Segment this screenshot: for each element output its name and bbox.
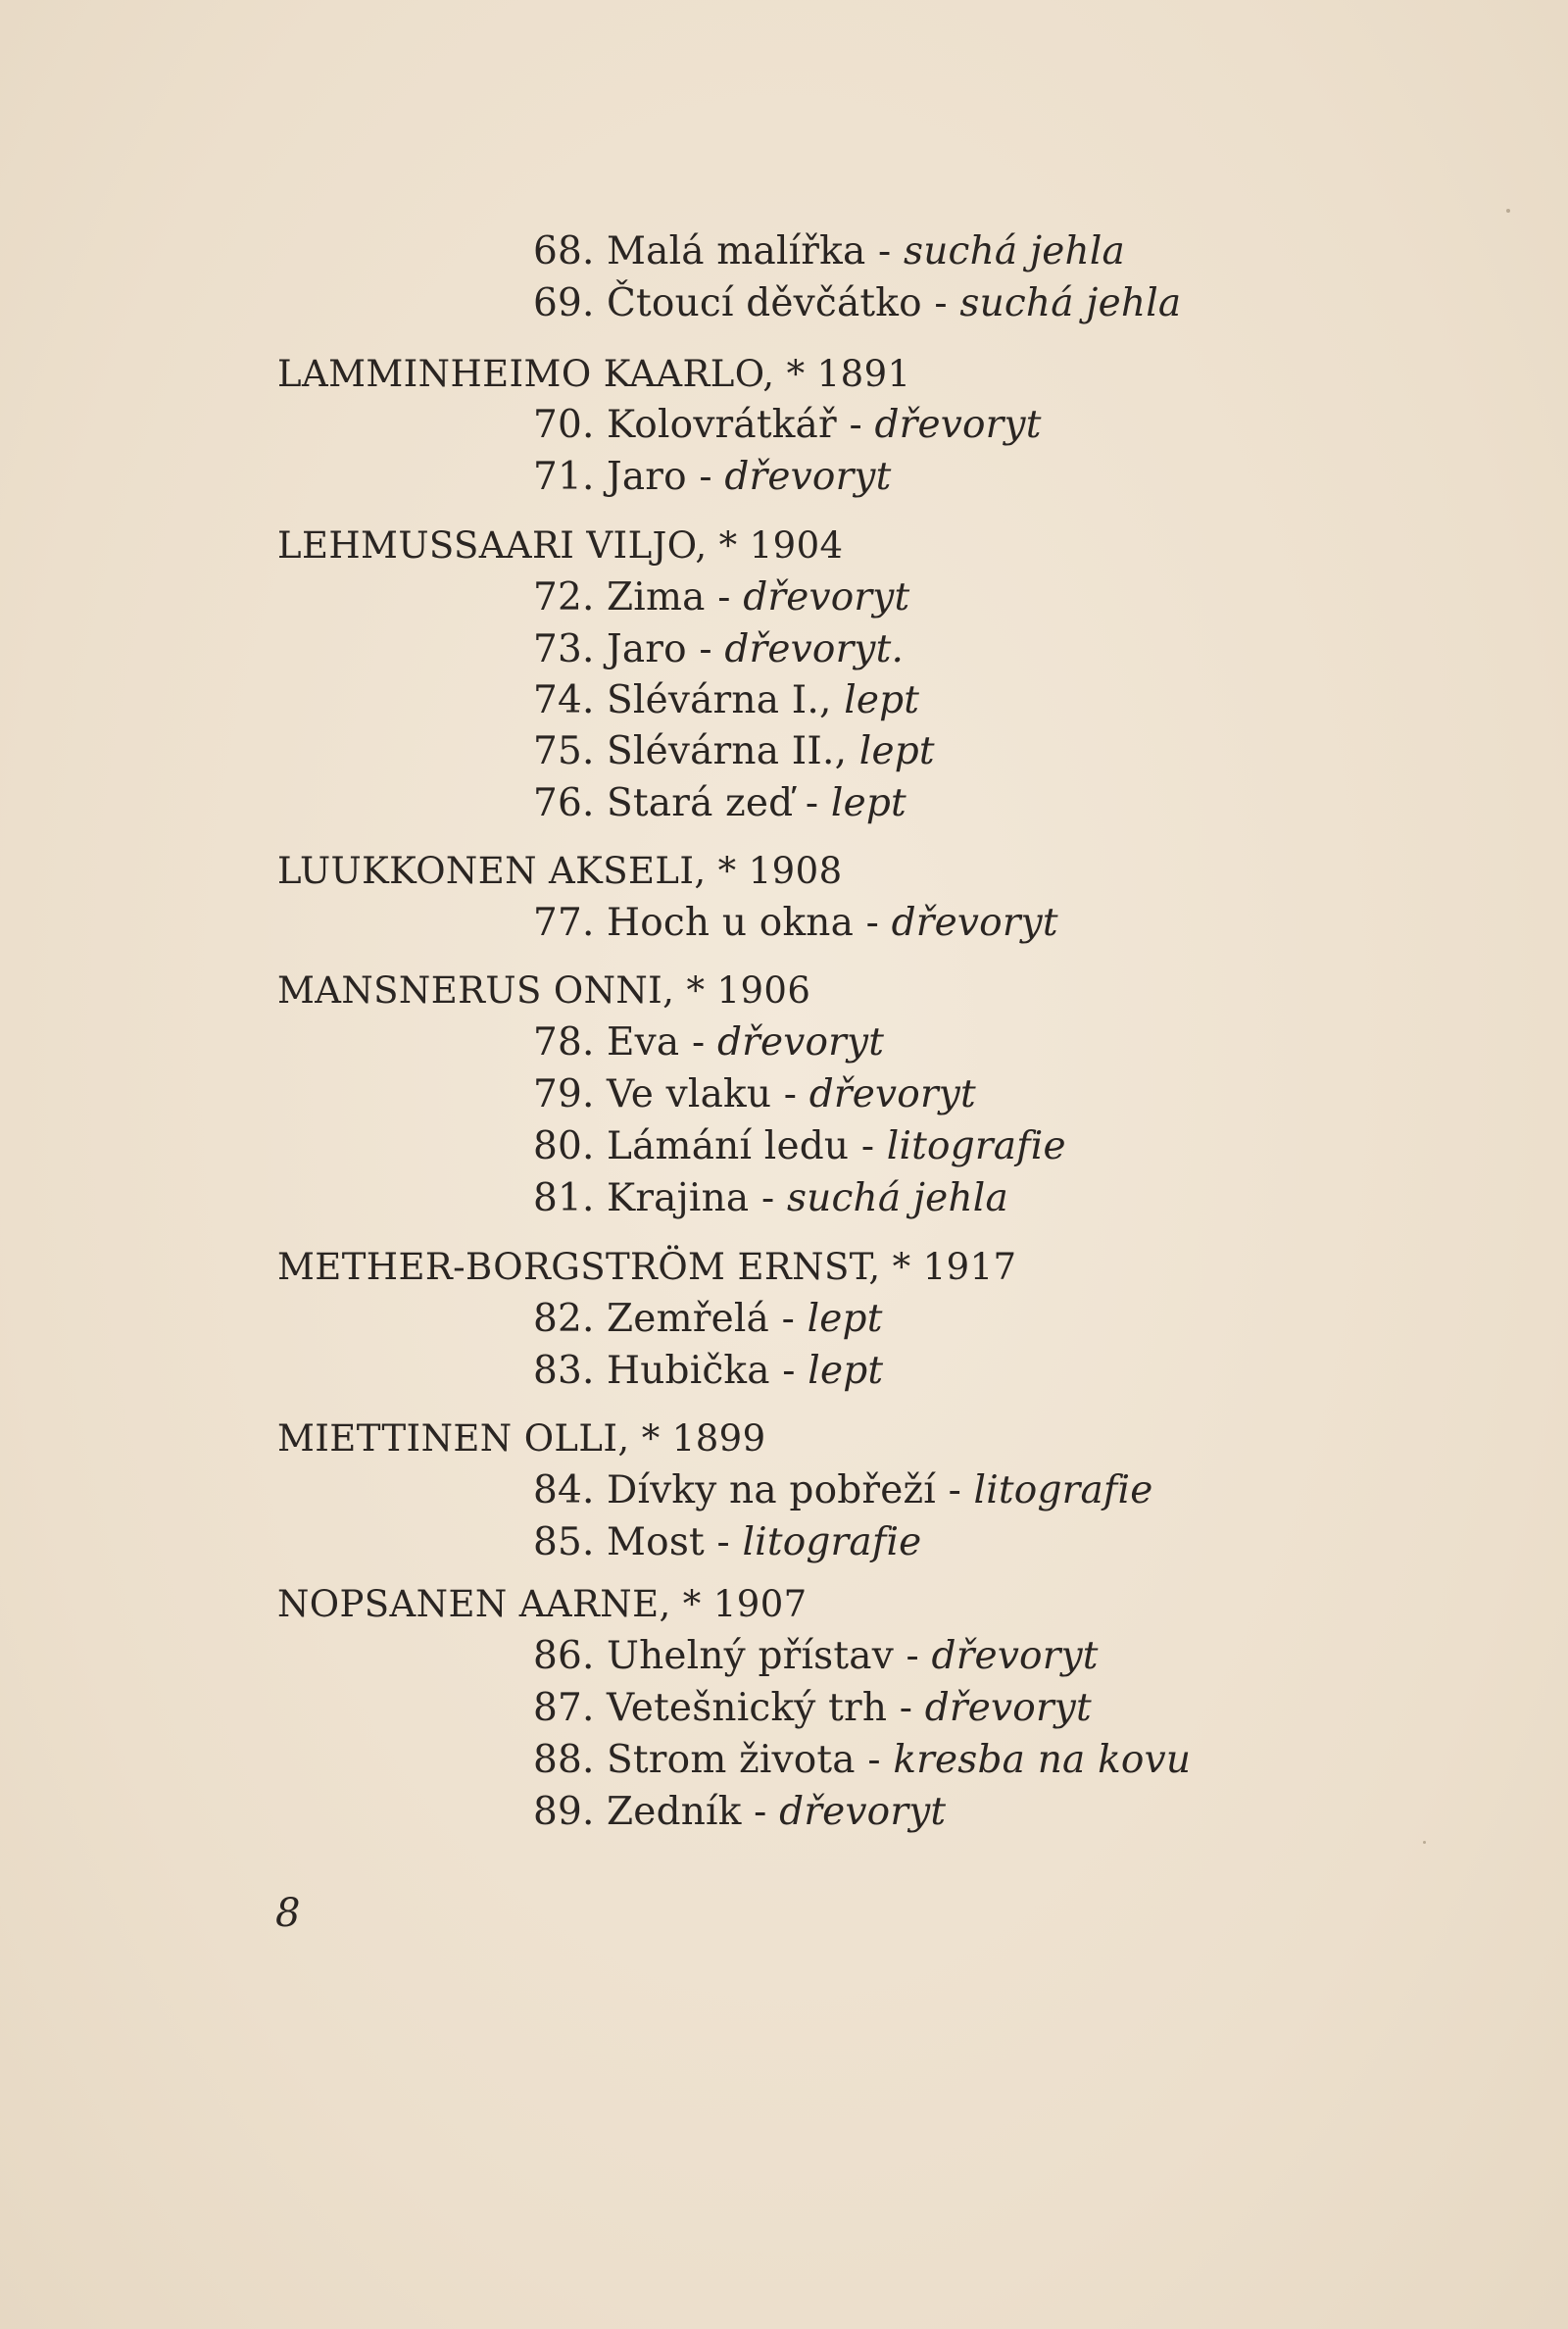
catalog-entry: 74. Slévárna I., lept: [533, 678, 920, 722]
artist-heading: NOPSANEN AARNE, * 1907: [277, 1583, 808, 1625]
catalog-entry: 84. Dívky na pobřeží - litografie: [533, 1468, 1153, 1512]
catalog-entry: 85. Most - litografie: [533, 1520, 922, 1564]
entry-technique: dřevoryt.: [724, 627, 905, 671]
entry-technique: dřevoryt: [743, 575, 910, 619]
catalog-entry: 72. Zima - dřevoryt: [533, 575, 910, 619]
entry-title: Stará zeď: [607, 781, 794, 825]
entry-title: Jaro: [607, 455, 687, 499]
entry-title: Zemřelá: [607, 1297, 770, 1341]
entry-title: Ve vlaku: [607, 1072, 772, 1116]
catalog-entry: 88. Strom života - kresba na kovu: [533, 1738, 1192, 1782]
entry-title: Most: [607, 1520, 705, 1564]
catalog-entry: 86. Uhelný přístav - dřevoryt: [533, 1634, 1099, 1678]
entry-title: Uhelný přístav: [607, 1634, 894, 1678]
entry-title: Hubička: [607, 1349, 770, 1393]
entry-title: Zedník: [607, 1790, 742, 1834]
catalog-entry: 70. Kolovrátkář - dřevoryt: [533, 403, 1042, 447]
catalog-entry: 80. Lámání ledu - litografie: [533, 1124, 1066, 1168]
entry-technique: lept: [858, 729, 935, 773]
entry-title: Kolovrátkář: [607, 403, 837, 447]
catalog-entry: 81. Krajina - suchá jehla: [533, 1176, 1008, 1220]
catalog-entry: 83. Hubička - lept: [533, 1349, 884, 1393]
catalog-entry: 87. Vetešnický trh - dřevoryt: [533, 1686, 1092, 1730]
catalog-entry: 75. Slévárna II., lept: [533, 729, 935, 773]
entry-title: Hoch u okna: [607, 901, 855, 945]
artist-heading: LUUKKONEN AKSELI, * 1908: [277, 850, 843, 892]
catalog-entry: 77. Hoch u okna - dřevoryt: [533, 901, 1058, 945]
catalog-entry: 82. Zemřelá - lept: [533, 1297, 883, 1341]
entry-technique: lept: [808, 1349, 884, 1393]
entry-title: Krajina: [607, 1176, 750, 1220]
entry-title: Zima: [607, 575, 706, 619]
entry-title: Vetešnický trh: [607, 1686, 888, 1730]
entry-technique: suchá jehla: [904, 229, 1125, 273]
entry-title: Jaro: [607, 627, 687, 671]
catalog-entry: 73. Jaro - dřevoryt.: [533, 627, 905, 671]
entry-technique: litografie: [973, 1468, 1153, 1512]
entry-title: Strom života: [607, 1738, 856, 1782]
entry-technique: litografie: [886, 1124, 1066, 1168]
entry-technique: dřevoryt: [891, 901, 1058, 945]
entry-technique: dřevoryt: [931, 1634, 1099, 1678]
artist-heading: LAMMINHEIMO KAARLO, * 1891: [277, 353, 911, 395]
artist-heading: LEHMUSSAARI VILJO, * 1904: [277, 524, 844, 567]
entry-technique: kresba na kovu: [893, 1738, 1192, 1782]
entry-technique: lept: [844, 678, 920, 722]
catalog-entry: 71. Jaro - dřevoryt: [533, 455, 892, 499]
entry-technique: dřevoryt: [779, 1790, 947, 1834]
entry-technique: lept: [807, 1297, 883, 1341]
page-number: 8: [275, 1891, 301, 1936]
catalog-entry: 78. Eva - dřevoryt: [533, 1020, 885, 1065]
entry-title: Malá malířka: [607, 229, 866, 273]
entry-title: Slévárna II.,: [607, 729, 848, 773]
entry-technique: dřevoryt: [924, 1686, 1092, 1730]
entry-title: Lámání ledu: [607, 1124, 850, 1168]
entry-technique: suchá jehla: [959, 281, 1182, 325]
paper-speck: [1506, 209, 1510, 213]
entry-title: Čtoucí děvčátko: [607, 281, 922, 325]
entry-title: Slévárna I.,: [607, 678, 832, 722]
catalog-entry: 89. Zedník - dřevoryt: [533, 1790, 947, 1834]
entry-technique: dřevoryt: [724, 455, 892, 499]
catalog-entry: 76. Stará zeď - lept: [533, 781, 906, 825]
entry-title: Eva: [607, 1020, 680, 1065]
paper-speck: [1423, 1841, 1426, 1844]
artist-heading: MIETTINEN OLLI, * 1899: [277, 1417, 766, 1460]
entry-title: Dívky na pobřeží: [607, 1468, 936, 1512]
artist-heading: MANSNERUS ONNI, * 1906: [277, 969, 811, 1012]
artist-heading: METHER-BORGSTRÖM ERNST, * 1917: [277, 1246, 1017, 1288]
catalog-entry: 79. Ve vlaku - dřevoryt: [533, 1072, 976, 1116]
catalog-entry: 68. Malá malířka - suchá jehla: [533, 229, 1125, 273]
entry-technique: lept: [830, 781, 906, 825]
entry-technique: dřevoryt: [716, 1020, 885, 1065]
catalog-entry: 69. Čtoucí děvčátko - suchá jehla: [533, 281, 1182, 325]
entry-technique: dřevoryt: [808, 1072, 976, 1116]
entry-technique: dřevoryt: [874, 403, 1042, 447]
entry-technique: suchá jehla: [786, 1176, 1008, 1220]
entry-technique: litografie: [742, 1520, 922, 1564]
